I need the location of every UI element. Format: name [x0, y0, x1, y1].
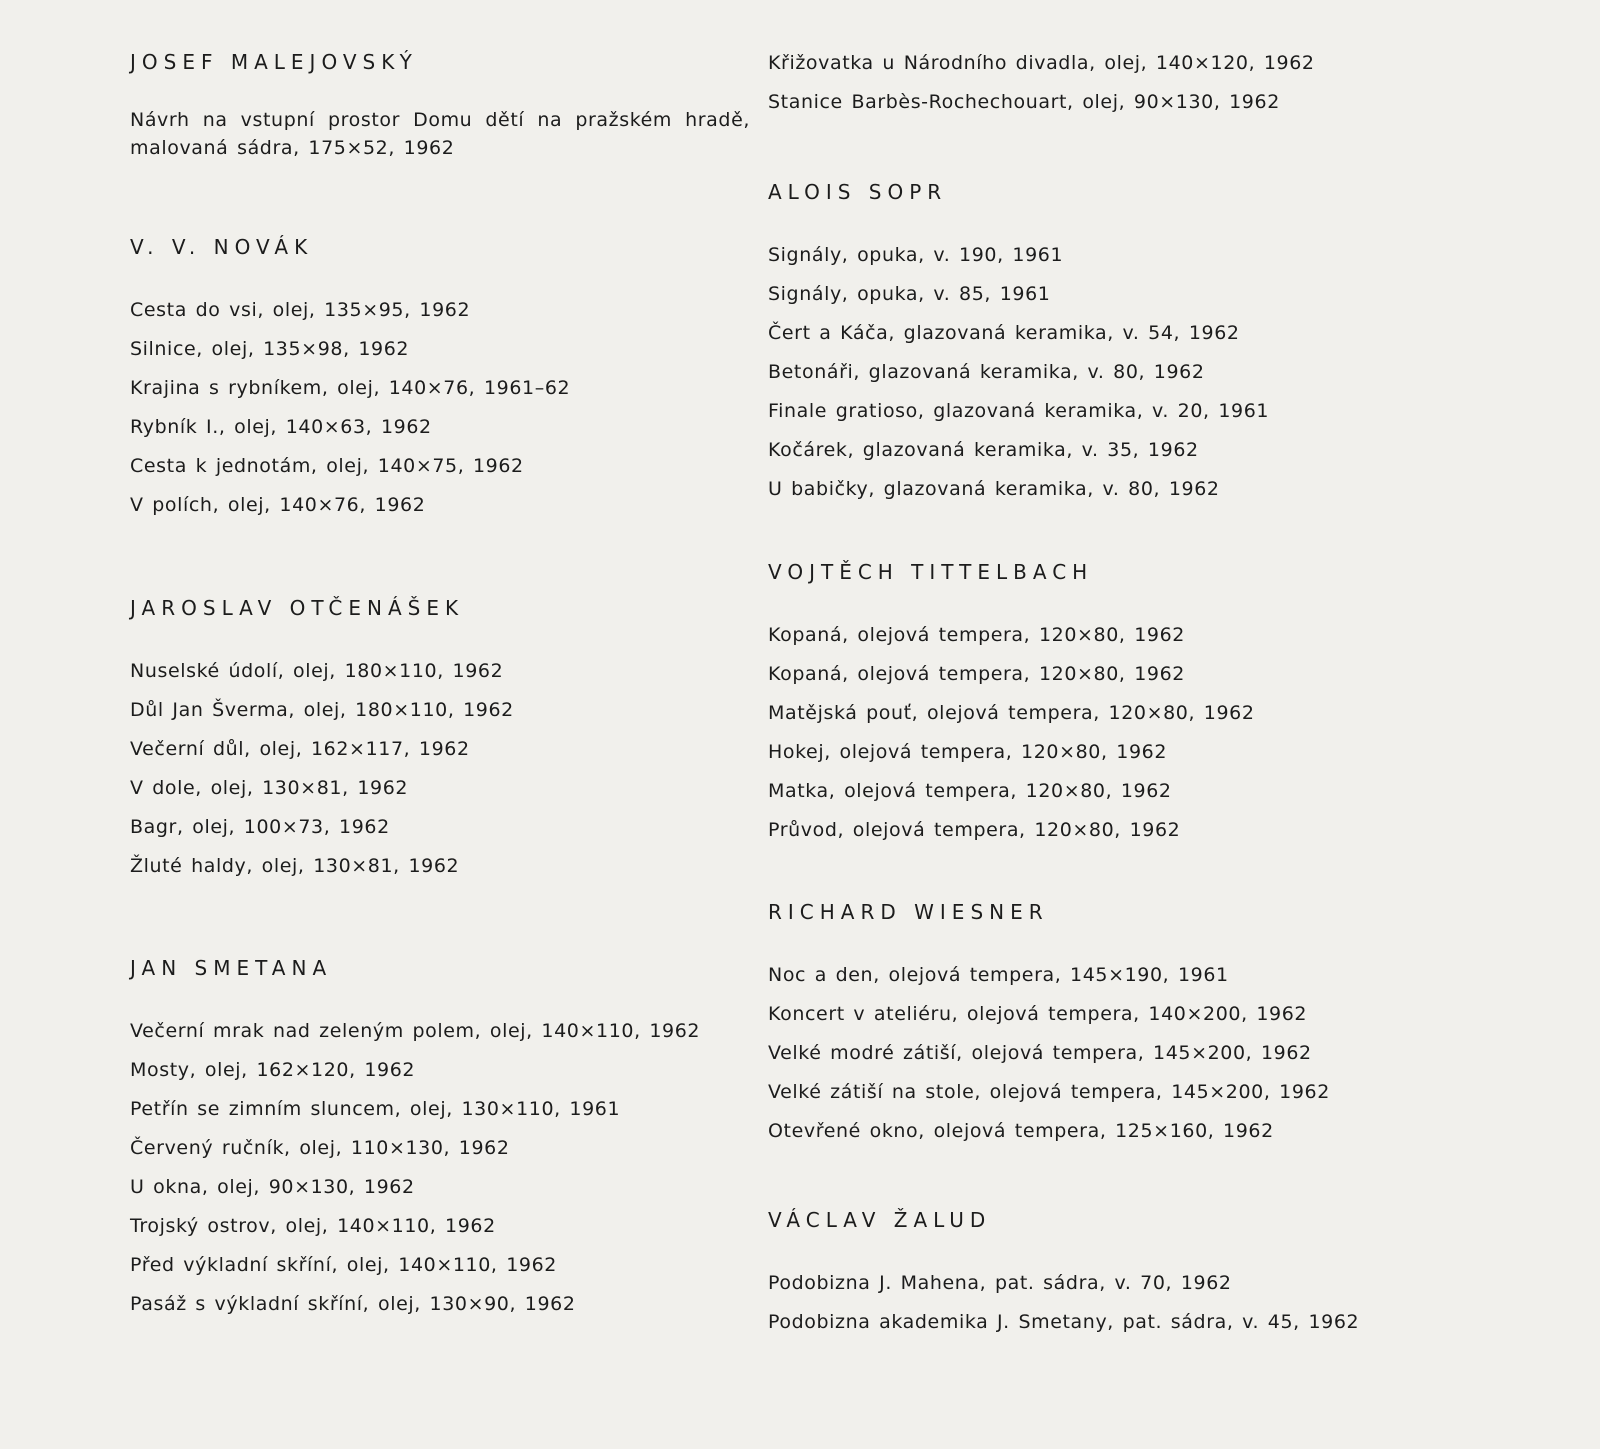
artist-section-malejovsky [130, 50, 750, 162]
works-list [130, 291, 750, 525]
artist-name: JAROSLAV OTČENÁŠEK [130, 596, 465, 620]
work-entry: Trojský ostrov, olej, 140×110, 1962 [130, 1215, 496, 1237]
work-entry: Krajina s rybníkem, olej, 140×76, 1961–62 [130, 377, 571, 399]
work-entry: Nuselské údolí, olej, 180×110, 1962 [130, 660, 504, 682]
work-entry: Noc a den, olejová tempera, 145×190, 1961 [768, 964, 1229, 986]
work-entry: Cesta k jednotám, olej, 140×75, 1962 [130, 455, 524, 477]
work-entry: Mosty, olej, 162×120, 1962 [130, 1059, 416, 1081]
work-entry: Průvod, olejová tempera, 120×80, 1962 [768, 819, 1181, 841]
works-list [130, 1012, 750, 1324]
work-entry: Finale gratioso, glazovaná keramika, v. 20, 1961 [768, 400, 1270, 422]
work-entry: Kopaná, olejová tempera, 120×80, 1962 [768, 663, 1185, 685]
work-entry: Stanice Barbès-Rochechouart, olej, 90×130, 1962 [768, 91, 1280, 113]
work-entry: Matějská pouť, olejová tempera, 120×80, 1962 [768, 702, 1255, 724]
work-entry: Velké zátiší na stole, olejová tempera, 145×200, 1962 [768, 1081, 1330, 1103]
work-entry: Kočárek, glazovaná keramika, v. 35, 1962 [768, 439, 1199, 461]
work-entry: V polích, olej, 140×76, 1962 [130, 494, 426, 516]
work-entry: Signály, opuka, v. 85, 1961 [768, 283, 1051, 305]
artist-section-novak [130, 235, 750, 525]
work-entry: Návrh na vstupní prostor Domu dětí na pražském hradě, malovaná sádra, 175×52, 1962 [130, 109, 750, 159]
artist-name: V. V. NOVÁK [130, 235, 314, 259]
works-list [130, 106, 750, 162]
work-entry: Rybník I., olej, 140×63, 1962 [130, 416, 432, 438]
works-list [768, 956, 1408, 1151]
work-entry: V dole, olej, 130×81, 1962 [130, 777, 409, 799]
work-entry: Žluté haldy, olej, 130×81, 1962 [130, 855, 460, 877]
work-entry: Petřín se zimním sluncem, olej, 130×110, 1961 [130, 1098, 621, 1120]
works-list [768, 236, 1408, 509]
artist-name: RICHARD WIESNER [768, 900, 1049, 924]
artist-name: ALOIS SOPR [768, 180, 948, 204]
artist-name: VÁCLAV ŽALUD [768, 1208, 992, 1232]
work-entry: Červený ručník, olej, 110×130, 1962 [130, 1137, 510, 1159]
work-entry: U okna, olej, 90×130, 1962 [130, 1176, 415, 1198]
work-entry: Matka, olejová tempera, 120×80, 1962 [768, 780, 1172, 802]
continued-works-section [768, 44, 1408, 122]
work-entry: Pasáž s výkladní skříní, olej, 130×90, 1962 [130, 1293, 576, 1315]
work-entry: Večerní důl, olej, 162×117, 1962 [130, 738, 470, 760]
work-entry: U babičky, glazovaná keramika, v. 80, 1962 [768, 478, 1220, 500]
work-entry: Silnice, olej, 135×98, 1962 [130, 338, 410, 360]
artist-section-wiesner [768, 900, 1408, 1151]
artist-section-smetana [130, 956, 750, 1324]
works-list [768, 1264, 1408, 1342]
work-entry: Podobizna J. Mahena, pat. sádra, v. 70, 1962 [768, 1272, 1232, 1294]
work-entry: Cesta do vsi, olej, 135×95, 1962 [130, 299, 471, 321]
work-entry: Večerní mrak nad zeleným polem, olej, 140×110, 1962 [130, 1020, 701, 1042]
work-entry: Hokej, olejová tempera, 120×80, 1962 [768, 741, 1168, 763]
work-entry: Velké modré zátiší, olejová tempera, 145×200, 1962 [768, 1042, 1312, 1064]
work-entry: Čert a Káča, glazovaná keramika, v. 54, 1962 [768, 322, 1240, 344]
works-list [768, 616, 1408, 850]
artist-section-otcenasek [130, 596, 750, 886]
work-entry: Signály, opuka, v. 190, 1961 [768, 244, 1064, 266]
works-list [768, 44, 1408, 122]
work-entry: Kopaná, olejová tempera, 120×80, 1962 [768, 624, 1185, 646]
work-entry: Otevřené okno, olejová tempera, 125×160, 1962 [768, 1120, 1274, 1142]
artist-section-zalud [768, 1208, 1408, 1342]
work-entry: Křižovatka u Národního divadla, olej, 140×120, 1962 [768, 52, 1315, 74]
artist-section-sopr [768, 180, 1408, 509]
work-entry: Podobizna akademika J. Smetany, pat. sádra, v. 45, 1962 [768, 1311, 1360, 1333]
work-entry: Před výkladní skříní, olej, 140×110, 1962 [130, 1254, 557, 1276]
artist-name: VOJTĚCH TITTELBACH [768, 560, 1094, 584]
artist-section-tittelbach [768, 560, 1408, 850]
work-entry: Bagr, olej, 100×73, 1962 [130, 816, 390, 838]
artist-name: JOSEF MALEJOVSKÝ [130, 50, 418, 74]
work-entry: Koncert v ateliéru, olejová tempera, 140×200, 1962 [768, 1003, 1308, 1025]
work-entry: Betonáři, glazovaná keramika, v. 80, 1962 [768, 361, 1205, 383]
works-list [130, 652, 750, 886]
artist-name: JAN SMETANA [130, 956, 333, 980]
work-entry: Důl Jan Šverma, olej, 180×110, 1962 [130, 699, 514, 721]
